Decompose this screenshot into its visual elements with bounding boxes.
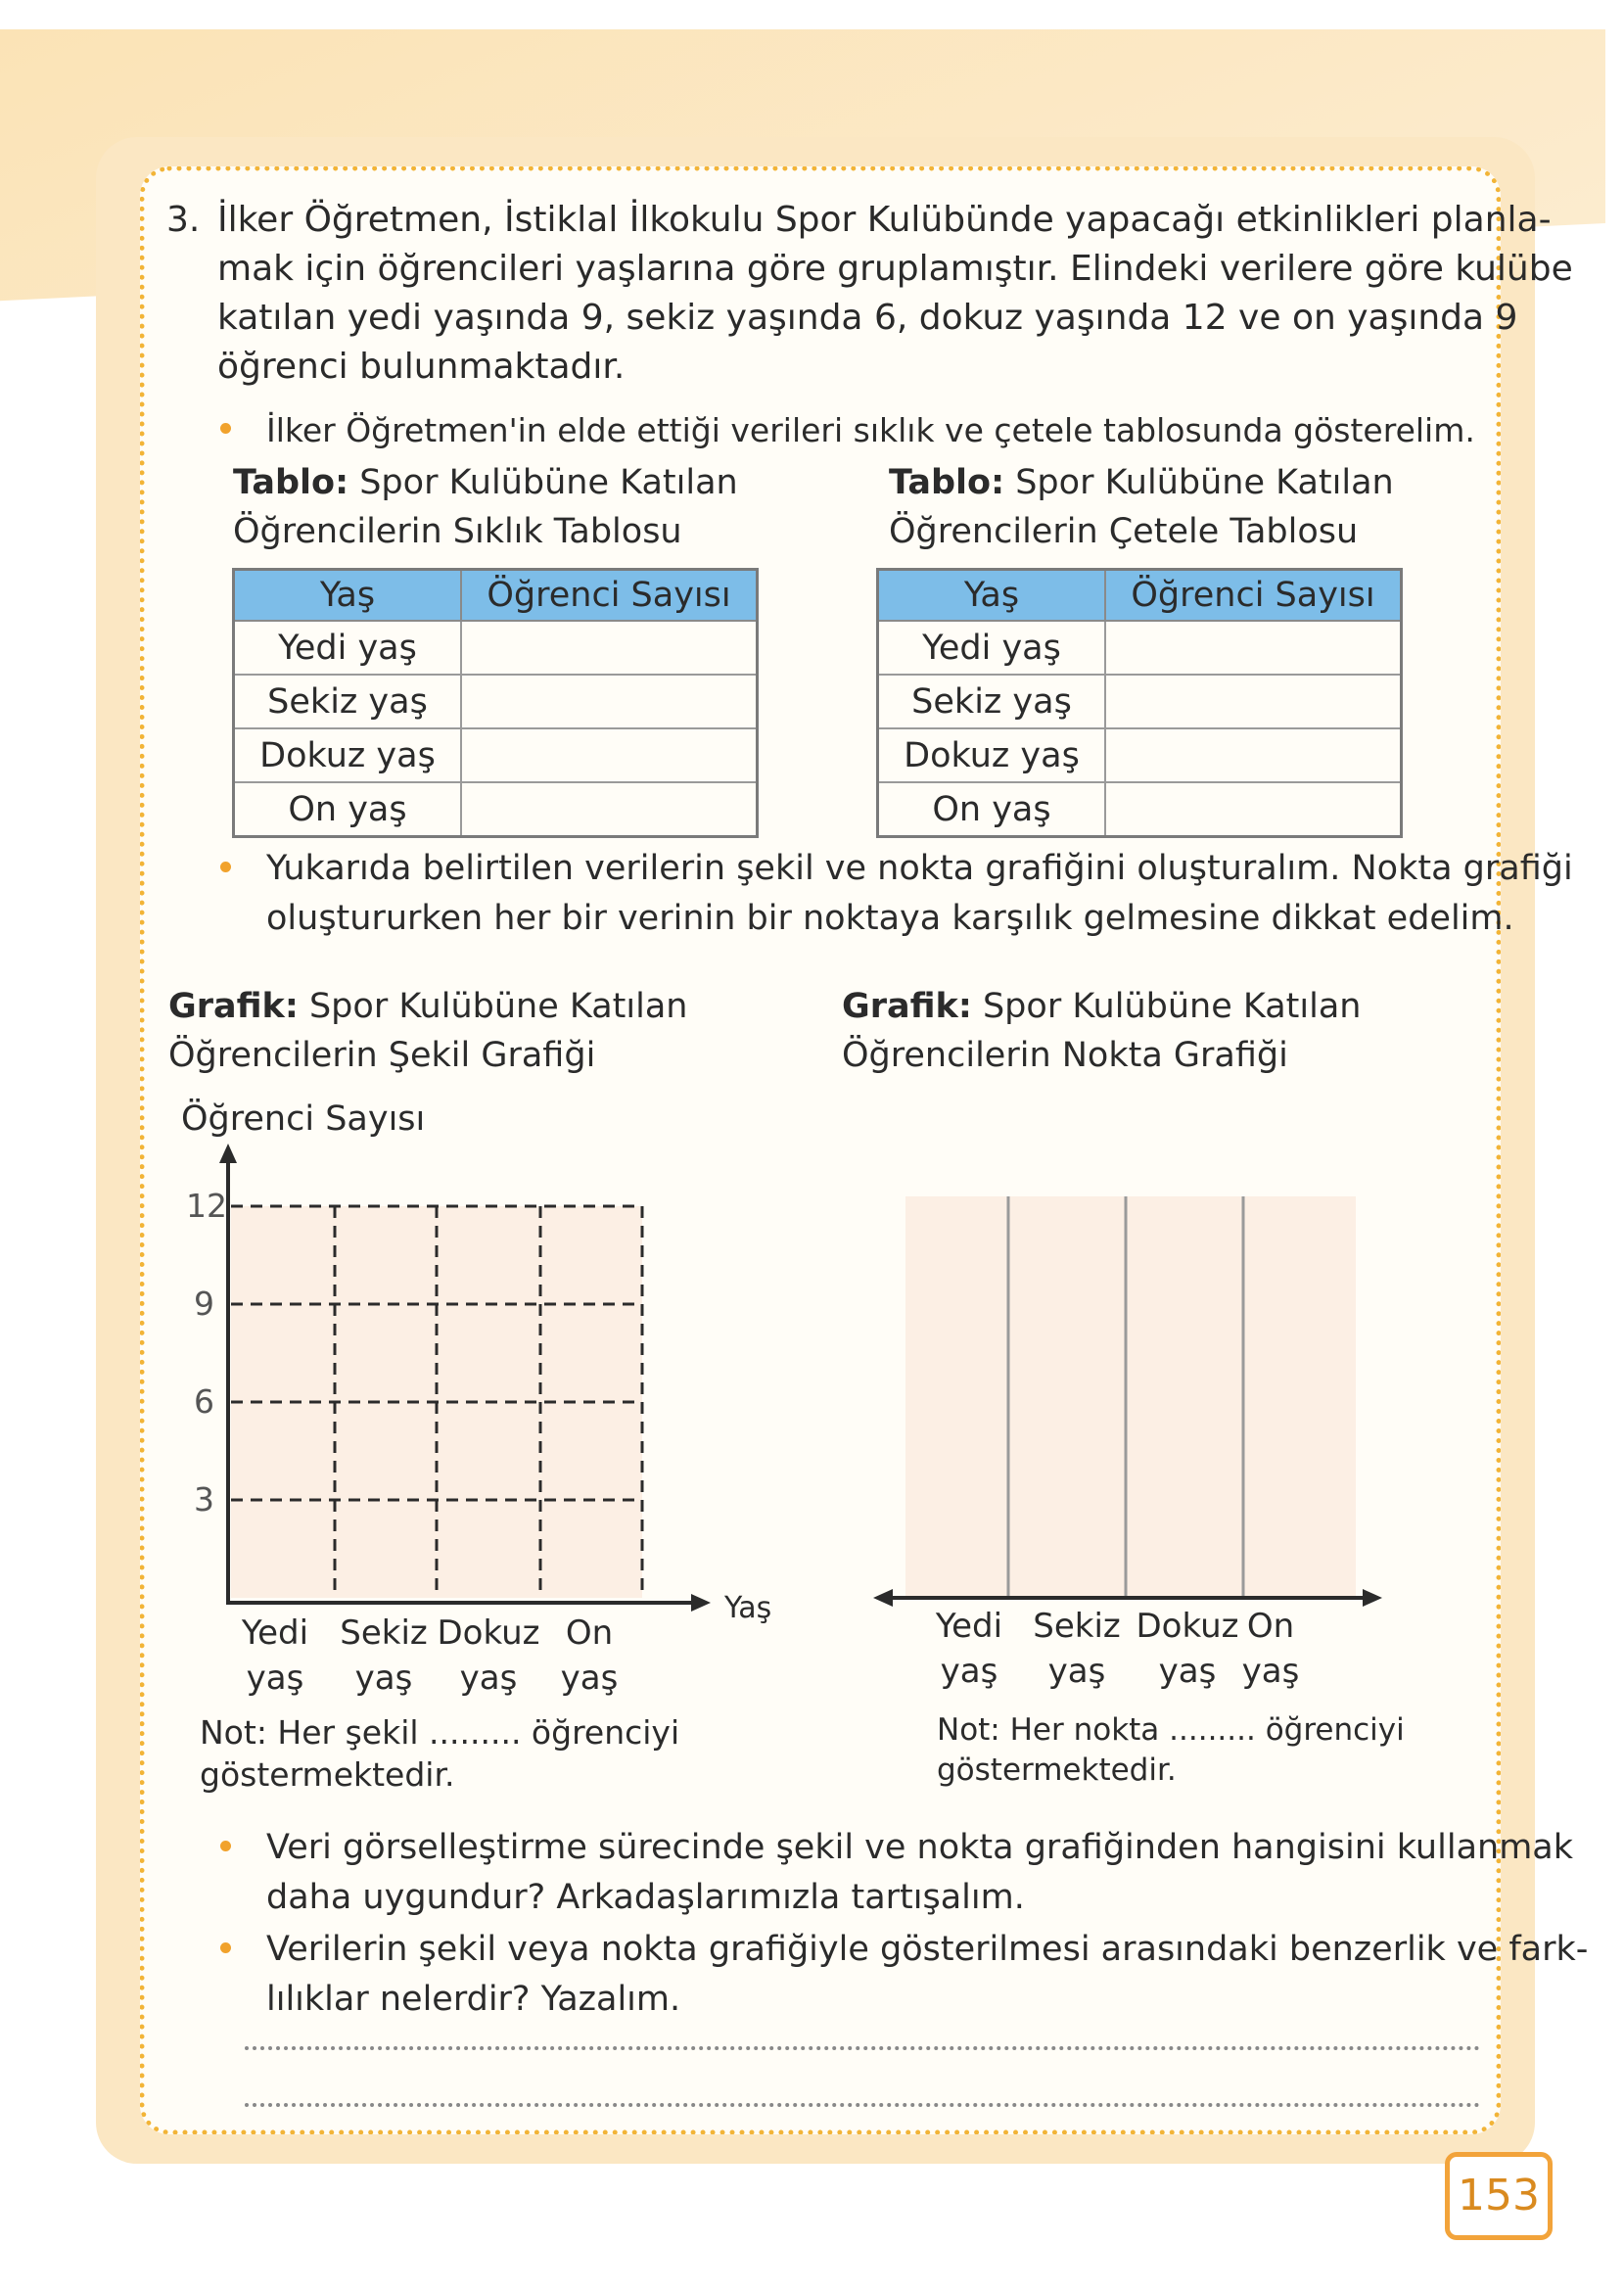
x-category-label (1241, 1604, 1300, 1694)
graph-right-note-line1: Not: Her nokta ......... öğrenciyi (937, 1712, 1405, 1748)
bullet-icon (220, 1841, 231, 1851)
graph-left-caption-bold: Grafik: (168, 987, 299, 1026)
table-header-count: Öğrenci Sayısı (461, 570, 758, 622)
row-label: Yedi yaş (878, 621, 1106, 675)
graph-right-caption-bold: Grafik: (842, 987, 972, 1026)
y-axis-label: Öğrenci Sayısı (181, 1099, 426, 1139)
row-label: Sekiz yaş (878, 675, 1106, 728)
y-tick-label: 12 (186, 1187, 227, 1225)
x-category-label (930, 1604, 1008, 1694)
table-header-age: Yaş (234, 570, 462, 622)
answer-line[interactable] (245, 2046, 1480, 2050)
question-number: 3. (166, 200, 201, 240)
table-right-caption-bold: Tablo: (889, 463, 1005, 502)
category-top: Yedi (241, 1613, 309, 1653)
graph-right-note-line2: göstermektedir. (937, 1753, 1177, 1788)
graph-right-caption-line2: Öğrencilerin Nokta Grafiği (842, 1036, 1288, 1075)
category-bottom: yaş (459, 1659, 518, 1698)
row-label: On yaş (878, 782, 1106, 837)
category-bottom: yaş (1241, 1652, 1300, 1691)
table-header-count: Öğrenci Sayısı (1105, 570, 1402, 622)
category-bottom: yaş (940, 1652, 998, 1691)
category-top: Yedi (935, 1607, 1003, 1646)
category-top: On (1246, 1607, 1295, 1646)
bullet-3-line-2: daha uygundur? Arkadaşlarımızla tartışalım. (266, 1878, 1025, 1917)
category-bottom: yaş (354, 1659, 413, 1698)
x-category-label (1028, 1604, 1126, 1694)
y-tick-label: 3 (194, 1480, 214, 1519)
row-label: Yedi yaş (234, 621, 462, 675)
category-top: On (565, 1613, 614, 1653)
bullet-1-text: İlker Öğretmen'in elde ettiği verileri sıklık ve çetele tablosunda gösterelim. (266, 411, 1475, 449)
category-bottom: yaş (1158, 1652, 1217, 1691)
bullet-2-line-1: Yukarıda belirtilen verilerin şekil ve nokta grafiğini oluşturalım. Nokta grafiği (266, 849, 1573, 888)
y-tick-label: 9 (194, 1285, 214, 1323)
row-label: Sekiz yaş (234, 675, 462, 728)
table-left-caption-bold: Tablo: (233, 463, 349, 502)
table-header-age: Yaş (878, 570, 1106, 622)
category-top: Dokuz (437, 1613, 540, 1653)
category-top: Dokuz (1136, 1607, 1239, 1646)
category-bottom: yaş (246, 1659, 304, 1698)
bullet-2-line-2: oluştururken her bir verinin bir noktaya karşılık gelmesine dikkat edelim. (266, 899, 1514, 938)
x-axis-label: Yaş (724, 1591, 772, 1625)
page-number: 153 (1445, 2152, 1553, 2240)
category-bottom: yaş (1047, 1652, 1106, 1691)
table-right-caption-line1: Spor Kulübüne Katılan (1015, 463, 1394, 502)
graph-left-note-line2: göstermektedir. (200, 1755, 455, 1794)
question-line-4: öğrenci bulunmaktadır. (217, 347, 626, 387)
bullet-icon (220, 1942, 231, 1953)
row-label: Dokuz yaş (878, 728, 1106, 782)
bullet-4-line-1: Verilerin şekil veya nokta grafiğiyle gösterilmesi arasındaki benzerlik ve fark- (266, 1930, 1589, 1969)
table-left-caption-line2: Öğrencilerin Sıklık Tablosu (233, 512, 682, 551)
question-line-3: katılan yedi yaşında 9, sekiz yaşında 6, dokuz yaşında 12 ve on yaşında 9 (217, 298, 1518, 338)
category-top: Sekiz (340, 1613, 428, 1653)
row-label: On yaş (234, 782, 462, 837)
question-line-2: mak için öğrencileri yaşlarına göre gruplamıştır. Elindeki verilere göre kulübe (217, 249, 1573, 289)
x-category-label (1134, 1604, 1241, 1694)
table-left-caption-line1: Spor Kulübüne Katılan (359, 463, 738, 502)
category-top: Sekiz (1033, 1607, 1121, 1646)
bullet-4-line-2: lılıklar nelerdir? Yazalım. (266, 1980, 681, 2019)
bullet-3-line-1: Veri görselleştirme sürecinde şekil ve nokta grafiğinden hangisini kullanmak (266, 1828, 1574, 1867)
graph-left-caption-line1: Spor Kulübüne Katılan (308, 987, 688, 1026)
answer-line[interactable] (245, 2103, 1480, 2107)
graph-left-note-line1: Not: Her şekil ......... öğrenciyi (200, 1713, 680, 1752)
category-bottom: yaş (560, 1659, 619, 1698)
graph-left-caption-line2: Öğrencilerin Şekil Grafiği (168, 1036, 596, 1075)
graph-right-caption-line1: Spor Kulübüne Katılan (982, 987, 1362, 1026)
y-tick-label: 6 (194, 1382, 214, 1421)
question-line-1: İlker Öğretmen, İstiklal İlkokulu Spor Kulübünde yapacağı etkinlikleri planla- (217, 200, 1552, 240)
table-right-caption-line2: Öğrencilerin Çetele Tablosu (889, 512, 1359, 551)
row-label: Dokuz yaş (234, 728, 462, 782)
